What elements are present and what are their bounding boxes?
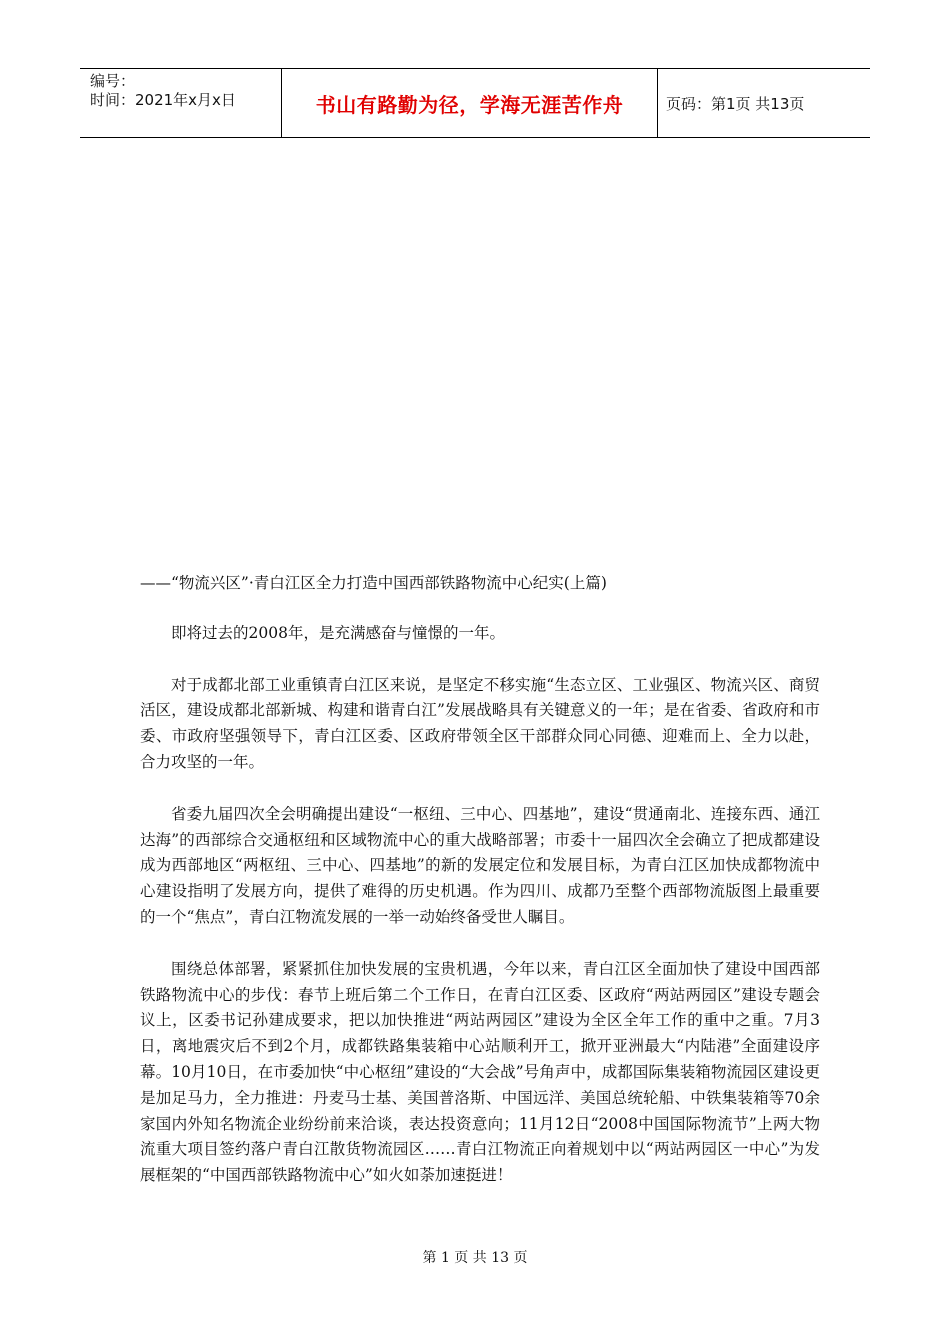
paragraph: 即将过去的2008年，是充满感奋与憧憬的一年。: [171, 623, 505, 642]
page-footer: [0, 1247, 950, 1267]
header-meta: [80, 69, 282, 137]
paragraph: 对于成都北部工业重镇青白江区来说，是坚定不移实施“生态立区、工业强区、物流兴区、商贸活区，建设成都北部新城、构建和谐青白江”发展战略具有关键意义的一年；是在省委、省政府和市委、市政府坚强领导下，青白江区委、区政府带领全区干部群众同心同德、迎难而上、全力以赴，合力攻坚的一年。: [140, 675, 820, 771]
document-subtitle: ——“物流兴区”·青白江区全力打造中国西部铁路物流中心纪实(上篇): [140, 574, 607, 592]
header-motto-cell: [282, 69, 658, 137]
document-time-label: 时间：2021年x月x日: [90, 91, 236, 109]
header-page-info: [658, 69, 870, 137]
page-info-text: 页码：第1页 共13页: [666, 94, 805, 113]
paragraph: 围绕总体部署，紧紧抓住加快发展的宝贵机遇，今年以来，青白江区全面加快了建设中国西部铁路物流中心的步伐：春节上班后第二个工作日，在青白江区委、区政府“两站两园区”建设专题会议上，区委书记孙建成要求，把以加快推进“两站两园区”建设为全区全年工作的重中之重。7月3日，离地震灾后不到2个月，成都铁路集装箱中心站顺利开工，掀开亚洲最大“内陆港”全面建设序幕。10月10日，在市委加快“中心枢纽”建设的“大会战”号角声中，成都国际集装箱物流园区建设更是加足马力，全力推进：丹麦马士基、美国普洛斯、中国远洋、美国总统轮船、中铁集装箱等70余家国内外知名物流企业纷纷前来洽谈，表达投资意向；11月12日“2008中国国际物流节”上两大物流重大项目签约落户青白江散货物流园区……青白江物流正向着规划中以“两站两园区一中心”为发展框架的“中国西部铁路物流中心”如火如荼加速挺进！: [140, 959, 820, 1185]
paragraph: 省委九届四次全会明确提出建设“一枢纽、三中心、四基地”，建设“贯通南北、连接东西、通江达海”的西部综合交通枢纽和区域物流中心的重大战略部署；市委十一届四次全会确立了把成都建设成为西部地区“两枢纽、三中心、四基地”的新的发展定位和发展目标，为青白江区加快成都物流中心建设指明了发展方向，提供了难得的历史机遇。作为四川、成都乃至整个西部物流版图上最重要的一个“焦点”，青白江物流发展的一举一动始终备受世人瞩目。: [140, 804, 820, 926]
footer-page-number: 第 1 页 共 13 页: [422, 1250, 528, 1266]
document-body: [140, 571, 820, 1215]
document-number-label: 编号：: [90, 72, 136, 90]
motto-text: 书山有路勤为径，学海无涯苦作舟: [315, 92, 624, 117]
header-table: [80, 68, 870, 138]
